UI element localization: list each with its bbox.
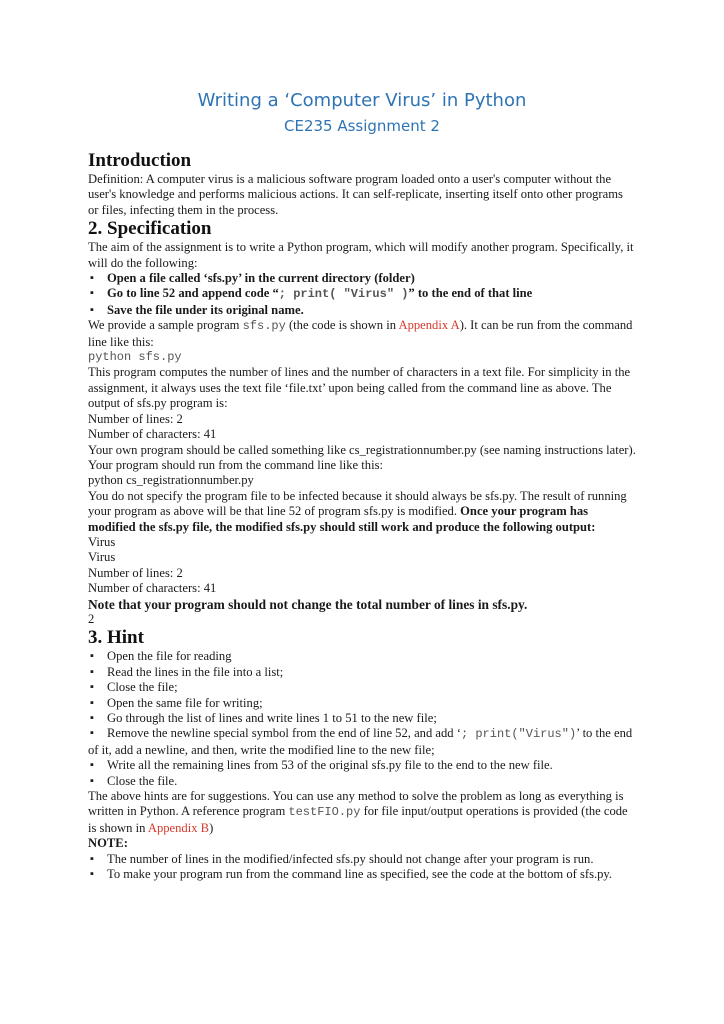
spec-heading: 2. Specification xyxy=(88,218,212,240)
page-number: 2 xyxy=(88,611,95,626)
intro-heading: Introduction xyxy=(88,150,192,171)
hint-p1-post: ) xyxy=(209,820,214,835)
output-line-2: Number of characters: 41 xyxy=(88,427,217,442)
hint-p1-mid: for file input/output operations is provided (the code is shown in xyxy=(88,804,628,835)
note-bullet-2 xyxy=(88,867,636,882)
spec-paragraph-5: Your program should run from the command line like this: xyxy=(88,457,383,472)
spec-bullet-2-code: ; print( "Virus" ) xyxy=(278,287,409,302)
hint-bullet-7-text: Write all the remaining lines from 53 of the original sfs.py file to the end to the new file. xyxy=(107,758,553,773)
hint-bullet-7 xyxy=(88,758,636,773)
output-line-4: Virus xyxy=(88,550,116,565)
hint-bullet-6 xyxy=(88,726,636,758)
spec-paragraph-6 xyxy=(88,489,636,535)
spec-p2-post: ). It can be run from the command line like this: xyxy=(88,318,633,349)
spec-bullet-2 xyxy=(88,286,636,302)
hint-heading: 3. Hint xyxy=(88,627,144,649)
spec-bullet-2-pre: Go to line 52 and append code “ xyxy=(107,286,279,301)
spec-paragraph-4: Your own program should be called something like cs_registrationnumber.py (see naming instructions later). xyxy=(88,442,636,457)
intro-paragraph: Definition: A computer virus is a malicious software program loaded onto a user's computer without the user's knowledge and performs malicious actions. It can self-replicate, inserting itself onto other programs or files, infecting them in the process. xyxy=(88,172,623,217)
spec-paragraph-2 xyxy=(88,318,636,350)
spec-list xyxy=(88,271,636,318)
spec-bullet-1 xyxy=(88,271,636,286)
spec-p2-pre: We provide a sample program xyxy=(88,318,243,333)
spec-p2-mid: (the code is shown in xyxy=(285,318,399,333)
command-line-1: python sfs.py xyxy=(88,350,182,365)
hint-bullet-3 xyxy=(88,680,636,695)
hint-bullet-2-text: Read the lines in the file into a list; xyxy=(107,664,284,679)
hint-bullet-8-text: Close the file. xyxy=(107,773,178,788)
spec-bullet-1-text: Open a file called ‘sfs.py’ in the current directory (folder) xyxy=(107,271,415,286)
note-list xyxy=(88,852,636,883)
spec-bullet-3 xyxy=(88,303,636,318)
spec-paragraph-3: This program computes the number of lines and the number of characters in a text file. For simplicity in the assignment, it always uses the text file ‘file.txt’ upon being called from the command line as above. The output of sfs.py program is: xyxy=(88,365,631,411)
hint-bullet-3-text: Close the file; xyxy=(107,680,178,695)
hint-bullet-1 xyxy=(88,649,636,664)
spec-p2-code: sfs.py xyxy=(242,319,286,334)
hint-bullet-6-pre: Remove the newline special symbol from the end of line 52, and add ‘ xyxy=(107,726,461,741)
document-title: Writing a ‘Computer Virus’ in Python xyxy=(197,90,527,111)
hint-bullet-6-code: ; print("Virus") xyxy=(460,727,577,742)
output-line-1: Number of lines: 2 xyxy=(88,411,183,426)
appendix-b-link[interactable]: Appendix B xyxy=(147,820,210,835)
spec-p6-pre: You do not specify the program file to be infected because it should always be sfs.py. The result of running your program as above will be that line 52 of program sfs.py is modified. xyxy=(88,488,627,519)
output-line-3: Virus xyxy=(88,534,116,549)
spec-bullet-2-post: ” to the end of that line xyxy=(408,286,533,301)
spec-note: Note that your program should not change the total number of lines in sfs.py. xyxy=(88,596,528,612)
hint-p1-pre: The above hints are for suggestions. You can use any method to solve the problem as long as everything is written in Python. A reference program xyxy=(88,789,624,819)
hint-list xyxy=(88,649,636,789)
hint-p1-code: testFIO.py xyxy=(288,805,361,820)
hint-bullet-6-post: ’ to the end of it, add a newline, and then, write the modified line to the new file; xyxy=(88,726,633,757)
hint-bullet-4-text: Open the same file for writing; xyxy=(107,695,263,710)
note-bullet-1-text: The number of lines in the modified/infected sfs.py should not change after your program is run. xyxy=(107,851,594,866)
spec-paragraph-1: The aim of the assignment is to write a Python program, which will modify another program. Specifically, it will do the following: xyxy=(88,240,634,270)
hint-bullet-5-text: Go through the list of lines and write lines 1 to 51 to the new file; xyxy=(107,711,437,725)
spec-p6-bold: Once your program has modified the sfs.py file, the modified sfs.py should still work and produce the following output: xyxy=(88,504,596,534)
hint-paragraph xyxy=(88,789,636,836)
hint-bullet-4 xyxy=(88,696,636,711)
hint-bullet-2 xyxy=(88,665,636,680)
note-label: NOTE: xyxy=(88,836,128,851)
hint-bullet-8 xyxy=(88,774,636,789)
output-line-5: Number of lines: 2 xyxy=(88,565,183,580)
output-line-6: Number of characters: 41 xyxy=(88,581,217,596)
appendix-a-link[interactable]: Appendix A xyxy=(398,318,460,333)
document-body xyxy=(88,150,636,882)
document-subtitle: CE235 Assignment 2 xyxy=(284,117,440,135)
command-line-2: python cs_registrationnumber.py xyxy=(88,473,254,488)
note-bullet-2-text: To make your program run from the command line as specified, see the code at the bottom of sfs.py. xyxy=(107,867,613,882)
hint-bullet-1-text: Open the file for reading xyxy=(107,649,232,664)
note-bullet-1 xyxy=(88,852,636,867)
hint-bullet-5 xyxy=(88,711,636,726)
spec-bullet-3-text: Save the file under its original name. xyxy=(107,302,304,317)
